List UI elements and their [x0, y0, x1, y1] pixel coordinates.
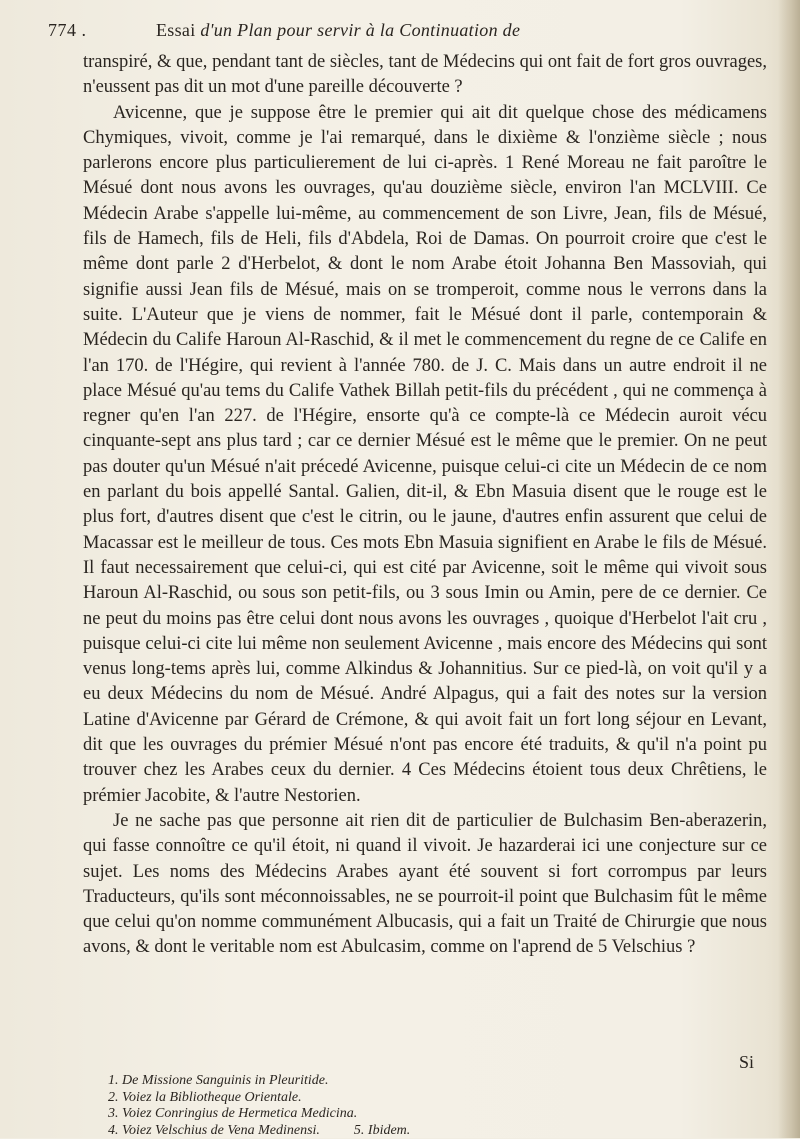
page-edge-shadow — [778, 0, 800, 1138]
running-title-prefix: Essai — [156, 20, 196, 40]
catchword: Si — [739, 1052, 754, 1073]
footnote-2: 2. Voiez la Bibliotheque Orientale. — [108, 1090, 748, 1107]
page-number: 774 . — [48, 20, 87, 41]
paragraph-2: Avicenne, que je suppose être le premier qui ait dit quelque chose des médicamens Chymiques, vivoit, comme je l'ai remarqué, dans le dixième & l'onzième siècle ; nous parlerons encore plus particulierement de lui ci-après. 1 René Moreau ne fait paroître le Mésué dont nous avons les ouvrages, qu'au douzième siècle, environ l'an MCLVIII. Ce Médecin Arabe s'appelle lui-même, au commencement de son Livre, Jean, fils de Mésué, fils de Hamech, fils de Heli, fils d'Abdela, Roi de Damas. On pourroit croire que c'est le même dont parle 2 d'Herbelot, & dont le nom Arabe étoit Johanna Ben Massoviah, qui signifie aussi Jean fils de Mésué, mais on se tromperoit, comme nous le verrons dans la suite. L'Auteur que je viens de nommer, fait le Mésué dont il parle, contemporain & Médecin du Calife Haroun Al-Raschid, & il met le commencement du regne de ce Calife en l'an 170. de l'Hégire, qui revient à l'année 780. de J. C. Mais dans un autre endroit il ne place Mésué qu'au tems du Calife Vathek Billah petit-fils du précédent , qui ne commença à regner qu'en l'an 227. de l'Hégire, ensorte qu'à ce compte-là ce Médecin auroit vécu cinquante-sept ans plus tard ; car ce dernier Mésué est le même que le premier. On ne peut pas douter qu'un Mésué n'ait précedé Avicenne, puisque celui-ci cite un Médecin de ce nom en parlant du bois appellé Santal. Galien, dit-il, & Ebn Masuia disent que le rouge est le plus fort, d'autres disent que c'est le citrin, ou le jaune, d'autres enfin assurent que celui de Macassar est le meilleur de tous. Ces mots Ebn Masuia signifient en Arabe le fils de Mésué. Il faut necessairement que celui-ci, qui est cité par Avicenne, soit le même qui vivoit sous Haroun Al-Raschid, ou sous son petit-fils, ou 3 sous Imin ou Amin, pere de ce dernier. Ce ne peut du moins pas être celui dont nous avons les ouvrages , quoique d'Herbelot l'ait cru , puisque celui-ci cite lui même non seulement Avicenne , mais encore des Médecins qui sont venus long-tems après lui, comme Alkindus & Johannitius. Sur ce pied-là, on voit qu'il y a eu deux Médecins du nom de Mésué. André Alpagus, qui a fait des notes sur la version Latine d'Avicenne par Gérard de Crémone, & qui avoit fait un fort long séjour en Levant, dit que les ouvrages du prémier Mésué n'ont pas encore été traduits, & qu'il n'a point pu trouver chez les Arabes ceux du dernier. 4 Ces Médecins étoient tous deux Chrêtiens, le prémier Jacobite, & l'autre Nestorien. — [83, 101, 767, 809]
body-text — [83, 50, 767, 961]
running-title-italic: d'un Plan pour servir à la Continuation de — [200, 20, 520, 40]
footnotes — [108, 1073, 748, 1139]
page-header — [48, 18, 768, 46]
footnote-3: 3. Voiez Conringius de Hermetica Medicina. — [108, 1106, 748, 1123]
footnote-1: 1. De Missione Sanguinis in Pleuritide. — [108, 1073, 748, 1090]
footnote-5: 5. Ibidem. — [354, 1123, 410, 1139]
footnote-row-last — [108, 1123, 748, 1139]
running-title — [156, 20, 520, 41]
footnote-4: 4. Voiez Velschius de Vena Medinensi. — [108, 1123, 320, 1139]
paragraph-3: Je ne sache pas que personne ait rien dit de particulier de Bulchasim Ben-aberazerin, qui fasse connoître ce qu'il étoit, ni quand il vivoit. Je hazarderai ici une conjecture sur ce sujet. Les noms des Médecins Arabes ayant été souvent si fort corrompus par leurs Traducteurs, qu'ils sont méconnoissables, ne se pourroit-il point que Bulchasim fût le même que celui qu'on nomme communément Albucasis, qui a fait un Traité de Chirurgie que nous avons, & dont le veritable nom est Abulcasim, comme on l'aprend de 5 Velschius ? — [83, 809, 767, 961]
paragraph-1: transpiré, & que, pendant tant de siècles, tant de Médecins qui ont fait de fort gros ouvrages, n'eussent pas dit un mot d'une pareille découverte ? — [83, 50, 767, 101]
